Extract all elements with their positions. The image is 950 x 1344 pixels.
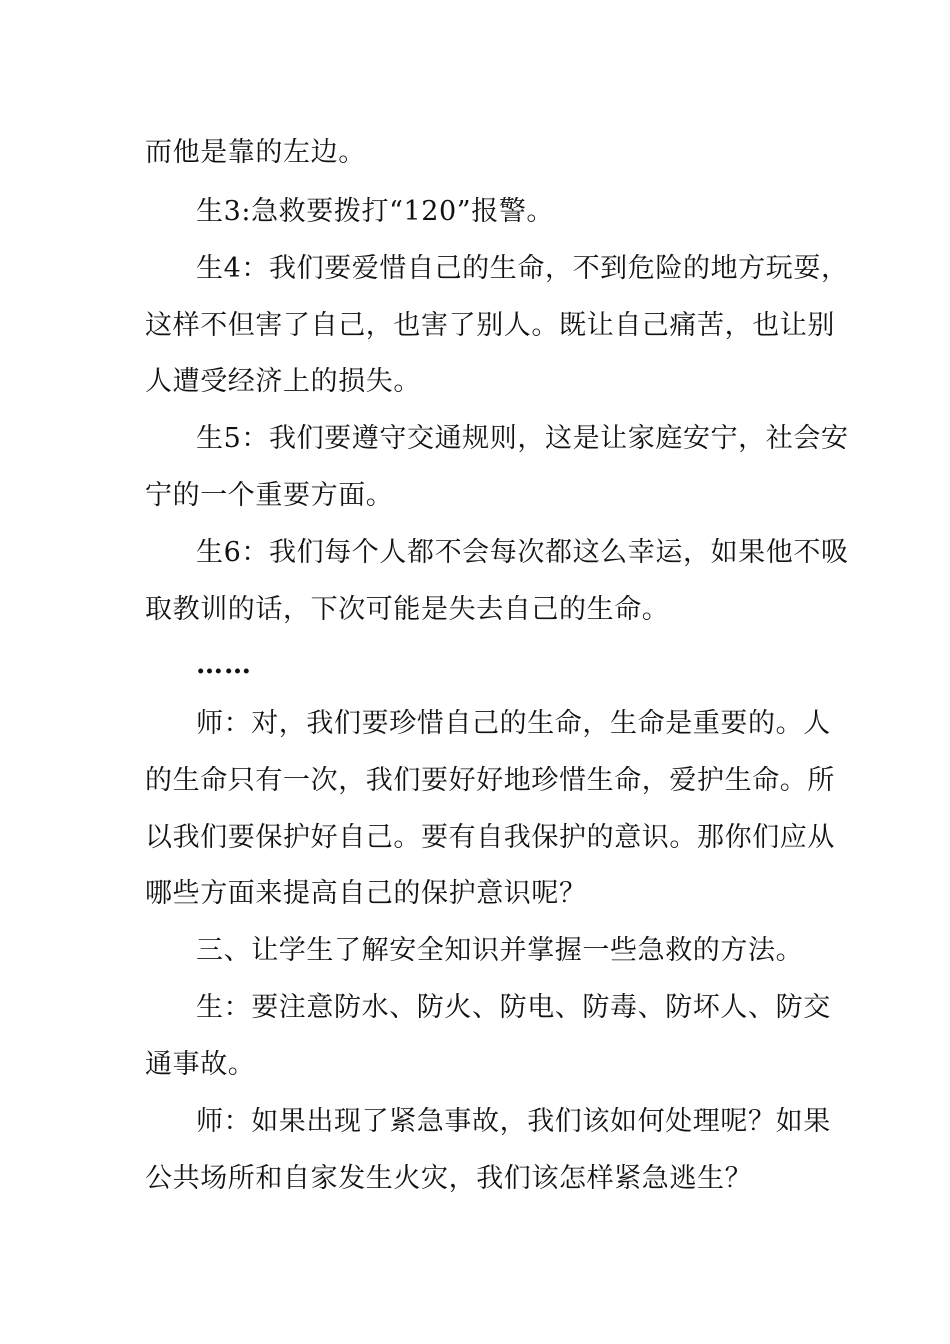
- text-line: 生5：我们要遵守交通规则，这是让家庭安宁，社会安: [196, 423, 849, 454]
- section-heading: 三、让学生了解安全知识并掌握一些急救的方法。: [196, 935, 804, 966]
- text-line: 而他是靠的左边。: [145, 137, 366, 168]
- text-line: 这样不但害了自己，也害了别人。既让自己痛苦，也让别: [145, 310, 835, 341]
- text-line: 师：对，我们要珍惜自己的生命，生命是重要的。人: [196, 708, 831, 739]
- text-line: 哪些方面来提高自己的保护意识呢？: [145, 878, 587, 909]
- text-line: 生4：我们要爱惜自己的生命，不到危险的地方玩耍，: [196, 253, 849, 284]
- text-line: 生6：我们每个人都不会每次都这么幸运，如果他不吸: [196, 537, 849, 568]
- text-line: 以我们要保护好自己。要有自我保护的意识。那你们应从: [145, 822, 835, 853]
- text-line: 师：如果出现了紧急事故，我们该如何处理呢？如果: [196, 1106, 831, 1137]
- text-line: 生3:急救要拨打“120”报警。: [196, 196, 555, 227]
- text-line: 生：要注意防水、防火、防电、防毒、防坏人、防交: [196, 992, 831, 1023]
- ellipsis: ……: [196, 649, 252, 680]
- text-line: 通事故。: [145, 1049, 256, 1080]
- text-line: 宁的一个重要方面。: [145, 480, 394, 511]
- text-line: 公共场所和自家发生火灾，我们该怎样紧急逃生？: [145, 1163, 753, 1194]
- text-line: 人遭受经济上的损失。: [145, 366, 421, 397]
- text-line: 的生命只有一次，我们要好好地珍惜生命，爱护生命。所: [145, 765, 835, 796]
- text-line: 取教训的话，下次可能是失去自己的生命。: [145, 594, 670, 625]
